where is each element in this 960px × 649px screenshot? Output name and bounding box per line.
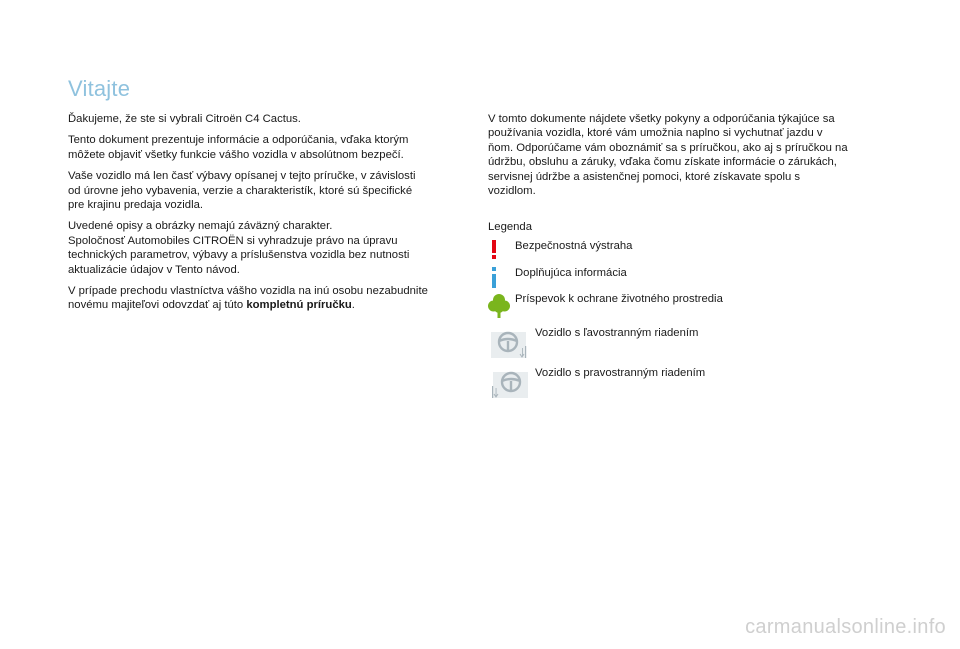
legend-item-rhd bbox=[488, 366, 788, 400]
legend-label: Vozidlo s ľavostranným riadením bbox=[535, 327, 699, 339]
paragraph-ownership: V prípade prechodu vlastníctva vášho vozidla na inú osobu nezabudnite novému majiteľovi odovzdať aj túto kompletnú príručku. bbox=[68, 285, 428, 312]
steering-wheel-right-icon bbox=[488, 366, 532, 400]
info-icon bbox=[490, 267, 498, 288]
right-column bbox=[488, 112, 888, 205]
environment-icon bbox=[488, 293, 510, 319]
warning-icon bbox=[490, 240, 498, 260]
legend-title: Legenda bbox=[488, 221, 532, 233]
left-column bbox=[68, 112, 458, 320]
complete-manual-emphasis: kompletnú príručku bbox=[246, 299, 352, 312]
legend-label: Bezpečnostná výstraha bbox=[515, 240, 633, 252]
steering-wheel-left-icon bbox=[488, 326, 532, 360]
page-title: Vitajte bbox=[68, 76, 131, 101]
legend-label: Doplňujúca informácia bbox=[515, 267, 627, 279]
paragraph-equipment: Vaše vozidlo má len časť výbavy opísanej v tejto príručke, v závislosti od úrovne jeho vybavenia, verzie a charakteristík, ktoré sú špecifické pre krajinu predaja vozidla. bbox=[68, 170, 416, 212]
paragraph-disclaimer: Uvedené opisy a obrázky nemajú záväzný charakter. Spoločnosť Automobiles CITROËN si vyhradzuje právo na úpravu technických parametrov, výbavy a príslušenstva vozidla bez nutnosti aktualizácie údajov v Tento návod. bbox=[68, 220, 410, 276]
legend-item-lhd bbox=[488, 326, 788, 360]
legend-label: Príspevok k ochrane životného prostredia bbox=[515, 293, 723, 305]
watermark: carmanualsonline.info bbox=[745, 616, 946, 638]
paragraph-intro: Tento dokument prezentuje informácie a odporúčania, vďaka ktorým môžete objaviť všetky funkcie vášho vozidla v absolútnom bezpečí. bbox=[68, 134, 409, 161]
paragraph-document-info: V tomto dokumente nájdete všetky pokyny a odporúčania týkajúce sa používania vozidla, ktoré vám umožnia naplno si vychutnať jazdu v ňom. Odporúčame vám oboznámiť sa s príručkou, ako aj s príručkou na údržbu, obsluhu a záruky, vďaka čomu získate informácie o zárukách, servisnej údržbe a asistenčnej pomoci, ktoré získavate spolu s vozidlom. bbox=[488, 113, 848, 198]
legend-item-environment bbox=[488, 293, 788, 325]
legend-label: Vozidlo s pravostranným riadením bbox=[535, 367, 706, 379]
paragraph-thanks: Ďakujeme, že ste si vybrali Citroën C4 Cactus. bbox=[68, 113, 301, 125]
